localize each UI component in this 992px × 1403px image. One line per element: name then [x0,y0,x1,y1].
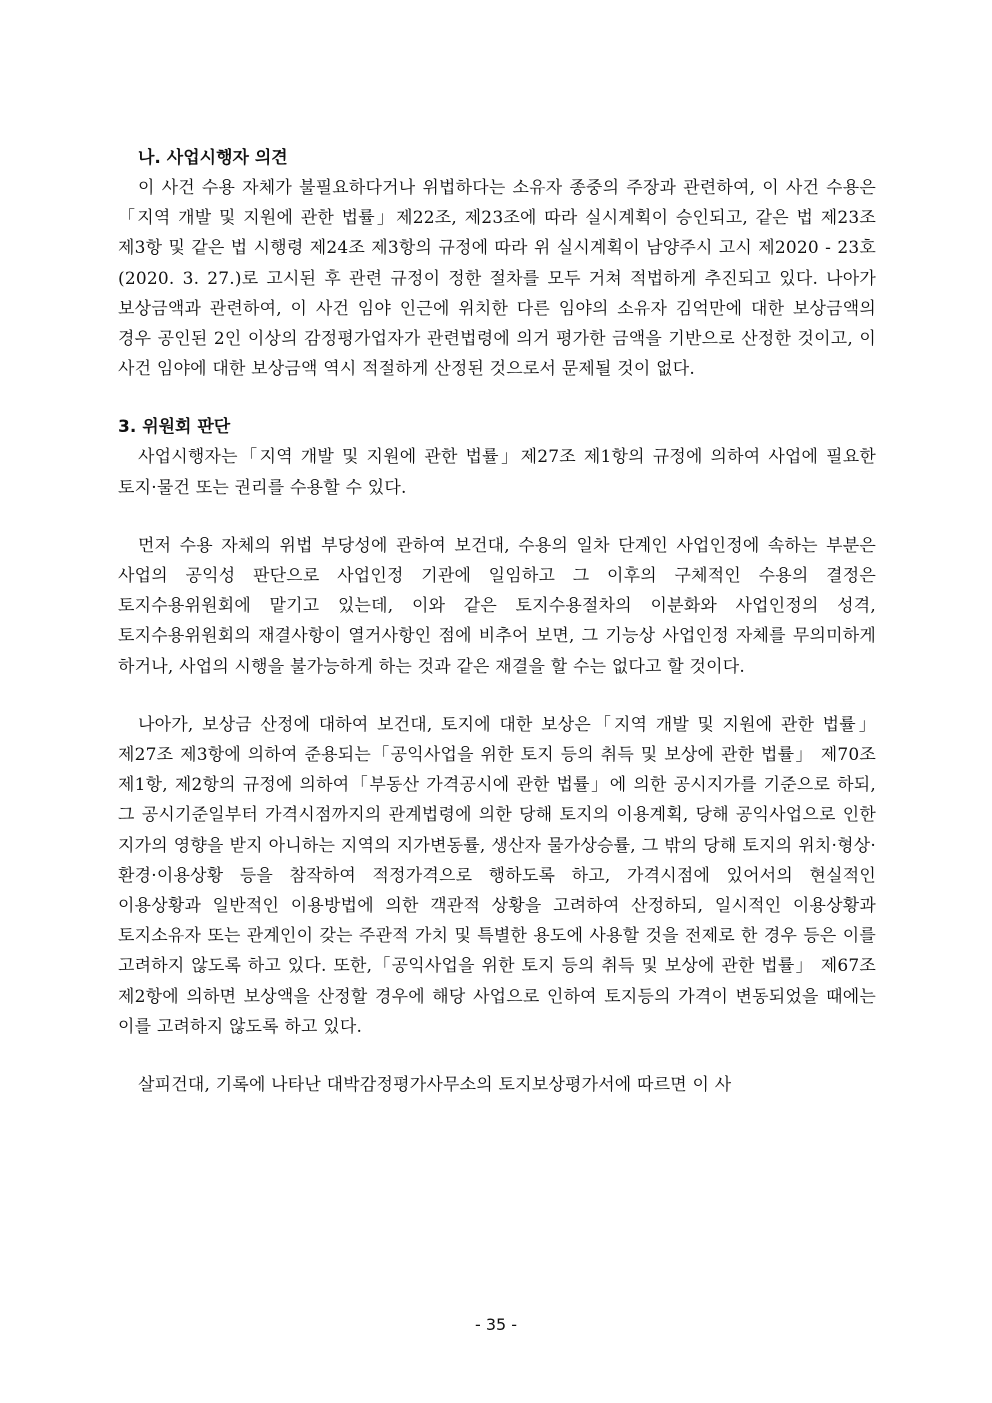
section-na-paragraph: 이 사건 수용 자체가 불필요하다거나 위법하다는 소유자 종중의 주장과 관련하여, 이 사건 수용은「지역 개발 및 지원에 관한 법률」제22조, 제23조에 따라 실시계획이 승인되고, 같은 법 제23조 제3항 및 같은 법 시행령 제24조 제3항의 규정에 따라 위 실시계획이 남양주시 고시 제2020 - 23호(2020. 3. 27.)로 고시된 후 관련 규정이 정한 절차를 모두 거쳐 적법하게 추진되고 있다. 나아가 보상금액과 관련하여, 이 사건 임야 인근에 위치한 다른 임야의 소유자 김억만에 대한 보상금액의 경우 공인된 2인 이상의 감정평가업자가 관련법령에 의거 평가한 금액을 기반으로 산정한 것이고, 이 사건 임야에 대한 보상금액 역시 적절하게 산정된 것으로서 문제될 것이 없다. [118,178,876,380]
section-na-heading: 나. 사업시행자 의견 [138,148,288,168]
section-3-paragraph-2: 먼저 수용 자체의 위법 부당성에 관하여 보건대, 수용의 일차 단계인 사업인정에 속하는 부분은 사업의 공익성 판단으로 사업인정 기관에 일임하고 그 이후의 구체적인 수용의 결정은 토지수용위원회에 맡기고 있는데, 이와 같은 토지수용절차의 이분화와 사업인정의 성격, 토지수용위원회의 재결사항이 열거사항인 점에 비추어 보면, 그 기능상 사업인정 자체를 무의미하게 하거나, 사업의 시행을 불가능하게 하는 것과 같은 재결을 할 수는 없다고 할 것이다. [118,535,876,677]
spacer [118,503,876,531]
section-3-paragraph-4: 살피건대, 기록에 나타난 대박감정평가사무소의 토지보상평가서에 따르면 이 사 [138,1075,732,1096]
section-3-paragraph-3: 나아가, 보상금 산정에 대하여 보건대, 토지에 대한 보상은「지역 개발 및 지원에 관한 법률」 제27조 제3항에 의하여 준용되는「공익사업을 위한 토지 등의 취득 및 보상에 관한 법률」 제70조 제1항, 제2항의 규정에 의하여「부동산 가격공시에 관한 법률」에 의한 공시지가를 기준으로 하되, 그 공시기준일부터 가격시점까지의 관계법령에 의한 당해 토지의 이용계획, 당해 공익사업으로 인한 지가의 영향을 받지 아니하는 지역의 지가변동률, 생산자 물가상승률, 그 밖의 당해 토지의 위치·형상·환경·이용상황 등을 참작하여 적정가격으로 행하도록 하고, 가격시점에 있어서의 현실적인 이용상황과 일반적인 이용방법에 의한 객관적 상황을 고려하여 산정하되, 일시적인 이용상황과 토지소유자 또는 관계인이 갖는 주관적 가치 및 특별한 용도에 사용할 것을 전제로 한 경우 등은 이를 고려하지 않도록 하고 있다. 또한,「공익사업을 위한 토지 등의 취득 및 보상에 관한 법률」 제67조 제2항에 의하면 보상액을 산정할 경우에 해당 사업으로 인하여 토지등의 가격이 변동되었을 때에는 이를 고려하지 않도록 하고 있다. [118,714,876,1037]
spacer [118,1042,876,1070]
spacer [118,682,876,710]
page-number: - 35 - [474,1315,518,1334]
spacer [118,384,876,412]
section-3-heading: 3. 위원회 판단 [118,417,231,438]
document-body [118,143,876,1100]
section-3-paragraph-1: 사업시행자는「지역 개발 및 지원에 관한 법률」제27조 제1항의 규정에 의하여 사업에 필요한 토지·물건 또는 권리를 수용할 수 있다. [118,447,876,498]
